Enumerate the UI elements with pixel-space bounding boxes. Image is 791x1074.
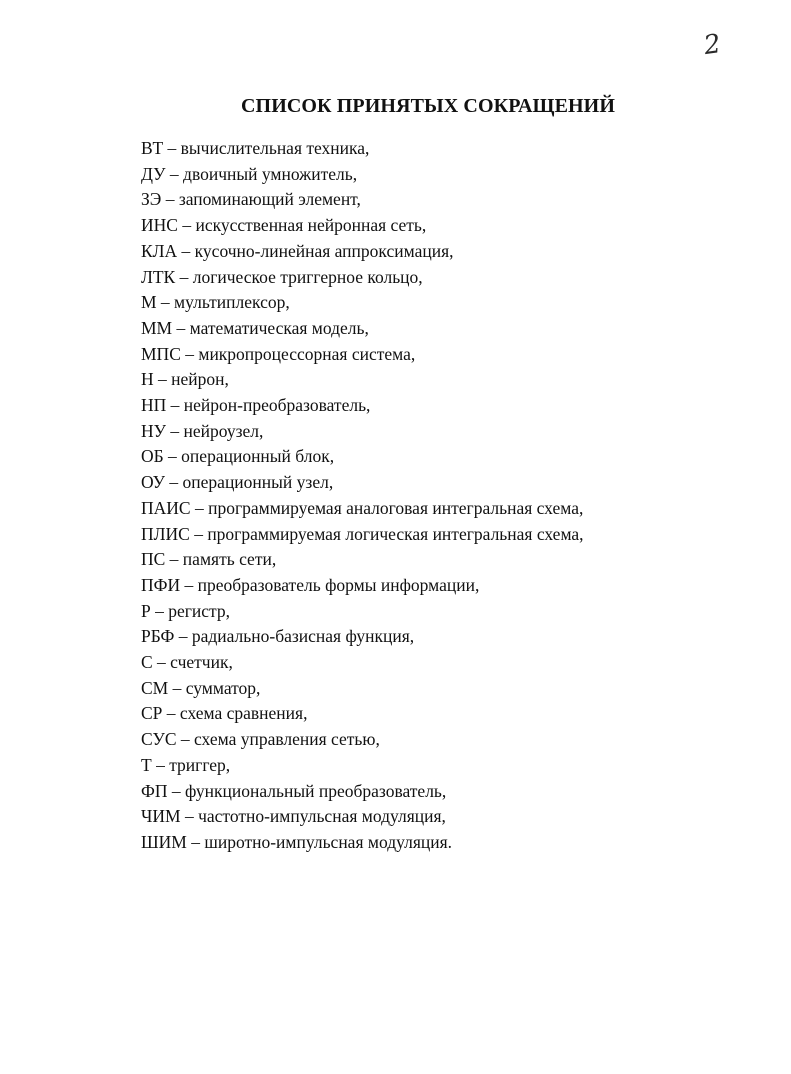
abbreviation-item: ЧИМ – частотно-импульсная модуляция, xyxy=(141,806,446,827)
abbreviation-item: ПС – память сети, xyxy=(141,549,277,570)
handwritten-page-number: 2 xyxy=(701,28,723,62)
abbreviation-item: ВТ – вычислительная техника, xyxy=(141,138,370,158)
abbreviation-item: НП – нейрон-преобразователь, xyxy=(141,395,371,416)
abbreviation-item: ОУ – операционный узел, xyxy=(141,472,334,493)
abbreviation-item: Т – триггер, xyxy=(141,754,231,775)
abbreviation-item: СУС – схема управления сетью, xyxy=(141,729,380,750)
abbreviation-item: СР – схема сравнения, xyxy=(141,703,308,724)
abbreviation-list xyxy=(141,136,761,856)
abbreviation-item: РБФ – радиально-базисная функция, xyxy=(141,626,415,647)
abbreviation-item: КЛА – кусочно-линейная аппроксимация, xyxy=(141,240,454,261)
abbreviation-item: Р – регистр, xyxy=(141,600,231,621)
abbreviation-item: МПС – микропроцессорная система, xyxy=(141,343,416,364)
abbreviation-item: НУ – нейроузел, xyxy=(141,420,264,441)
abbreviation-item: ИНС – искусственная нейронная сеть, xyxy=(141,215,427,236)
abbreviation-item: СМ – сумматор, xyxy=(141,677,261,698)
abbreviation-item: Н – нейрон, xyxy=(141,369,229,390)
abbreviation-item: ШИМ – широтно-импульсная модуляция. xyxy=(141,831,453,852)
abbreviation-item: ММ – математическая модель, xyxy=(141,317,369,338)
abbreviation-item: ДУ – двоичный умножитель, xyxy=(141,163,358,184)
abbreviation-item: ОБ – операционный блок, xyxy=(141,446,335,467)
abbreviation-item: ПЛИС – программируемая логическая интегральная схема, xyxy=(141,523,584,544)
abbreviation-item: С – счетчик, xyxy=(141,652,233,673)
abbreviation-item: ПФИ – преобразователь формы информации, xyxy=(141,574,480,595)
abbreviation-item: ПАИС – программируемая аналоговая интегральная схема, xyxy=(141,497,584,518)
abbreviation-item: М – мультиплексор, xyxy=(141,292,290,313)
abbreviation-item: ФП – функциональный преобразователь, xyxy=(141,780,447,801)
abbreviation-item: ЛТК – логическое триггерное кольцо, xyxy=(141,266,423,287)
page-title: СПИСОК ПРИНЯТЫХ СОКРАЩЕНИЙ xyxy=(241,95,615,117)
abbreviation-item: ЗЭ – запоминающий элемент, xyxy=(141,189,361,210)
